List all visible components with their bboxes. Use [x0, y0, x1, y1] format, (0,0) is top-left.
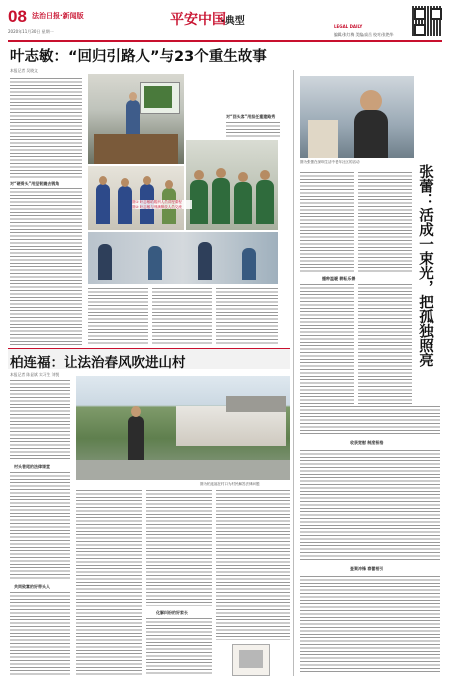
article-2-byline: 本报记者 陈显斌 实习生 刘悦: [10, 372, 60, 377]
article-3-text-column-4: [358, 284, 412, 404]
article-3-text-column-2: [358, 172, 412, 272]
article-1-text-column-5: [226, 122, 280, 138]
article-2-text-column-4: [216, 490, 290, 640]
masthead: [8, 6, 442, 38]
article-2-text-column-2: [76, 490, 142, 676]
page-number: 08: [8, 7, 27, 26]
article-1-headline: 叶志敏：“回归引路人”与23个重生故事: [10, 49, 267, 65]
article-1-text-column-2: [88, 288, 148, 344]
article-1-subhead-1: 对“硬骨头”用坚韧撬去锈角: [10, 181, 60, 186]
article-2-text-column-1b: [10, 472, 70, 580]
article-3-text-column-1: [300, 172, 354, 272]
photo-village: [76, 376, 290, 480]
article-2-subhead-2: 共同致富的好带头人: [14, 584, 50, 589]
photo-zhang-lei: [300, 76, 414, 158]
article-1-text-column-1b: [10, 188, 82, 298]
column-divider: [293, 70, 294, 676]
article-3-headline: [416, 164, 440, 374]
article-3-text-column-6: [300, 450, 440, 562]
article-3-photo-caption: 图为张蕾在深圳生活中老年社区的活动: [300, 160, 360, 164]
legal-daily-label: LEGAL DAILY: [334, 24, 363, 29]
article-1-byline: 本报记者 吴晓文: [10, 68, 38, 73]
article-3-subhead-3: 查案冲锋 春蕾相引: [350, 566, 384, 571]
article-3-subhead-2: 收获宽慰 制度桎梏: [350, 440, 384, 445]
section-title-banner: [168, 8, 246, 30]
article-2-headline: 柏连福：让法治春风吹进山村: [10, 355, 186, 371]
photo-inmates: [88, 166, 184, 230]
section-subtitle: ·典型: [221, 16, 245, 27]
article-3-headline-text: 张蕾：活成一束光，把孤独照亮: [417, 164, 433, 367]
date-line: 2020年11月30日 星期一: [8, 29, 54, 34]
article-2-subhead-1: 村头巷尾的法律课堂: [14, 464, 50, 469]
article-1-text-column-1: [10, 78, 82, 178]
paper-name: 法治日报·新闻版: [32, 12, 84, 20]
article-3-text-column-7: [300, 576, 440, 674]
article-3-text-column-3: [300, 284, 354, 404]
article-1-subhead-2: 对“回头客”用担任重建路秀: [226, 114, 276, 119]
photo-group-green: [186, 140, 278, 230]
article-1-text-column-1c: [10, 300, 82, 345]
section-title: 平安中国: [170, 12, 226, 28]
photo-meeting: [88, 232, 278, 284]
article-2-subhead-3: 化解纠纷的好家长: [156, 610, 188, 615]
qr-code-icon: [412, 6, 442, 36]
article-3-text-column-5: [300, 406, 440, 436]
article-1-photo-caption: 图① 叶志敏给服刑人员讲授课程 图② 叶志敏与刑满释放人员交流: [132, 200, 192, 209]
article-3-subhead-1: 播种温暖 耕耘乐善: [322, 276, 356, 281]
stamp-seal: [232, 644, 270, 676]
photo-lecture: [88, 74, 184, 164]
article-2-headline-bar: [8, 348, 290, 369]
article-1-text-column-4: [216, 288, 278, 344]
article-2-text-column-1: [10, 380, 70, 460]
article-1-text-column-3: [152, 288, 212, 344]
article-2-text-column-3: [146, 490, 212, 606]
article-2-text-column-1c: [10, 592, 70, 676]
article-2-photo-caption: 图为柏连福在村口为村民解答法律问题: [200, 482, 260, 486]
masthead-rule: [8, 40, 442, 42]
article-2-text-column-3b: [146, 618, 212, 676]
editor-credits: 编辑/张红梅 美编/高岳 校对/张艳华: [334, 32, 394, 37]
